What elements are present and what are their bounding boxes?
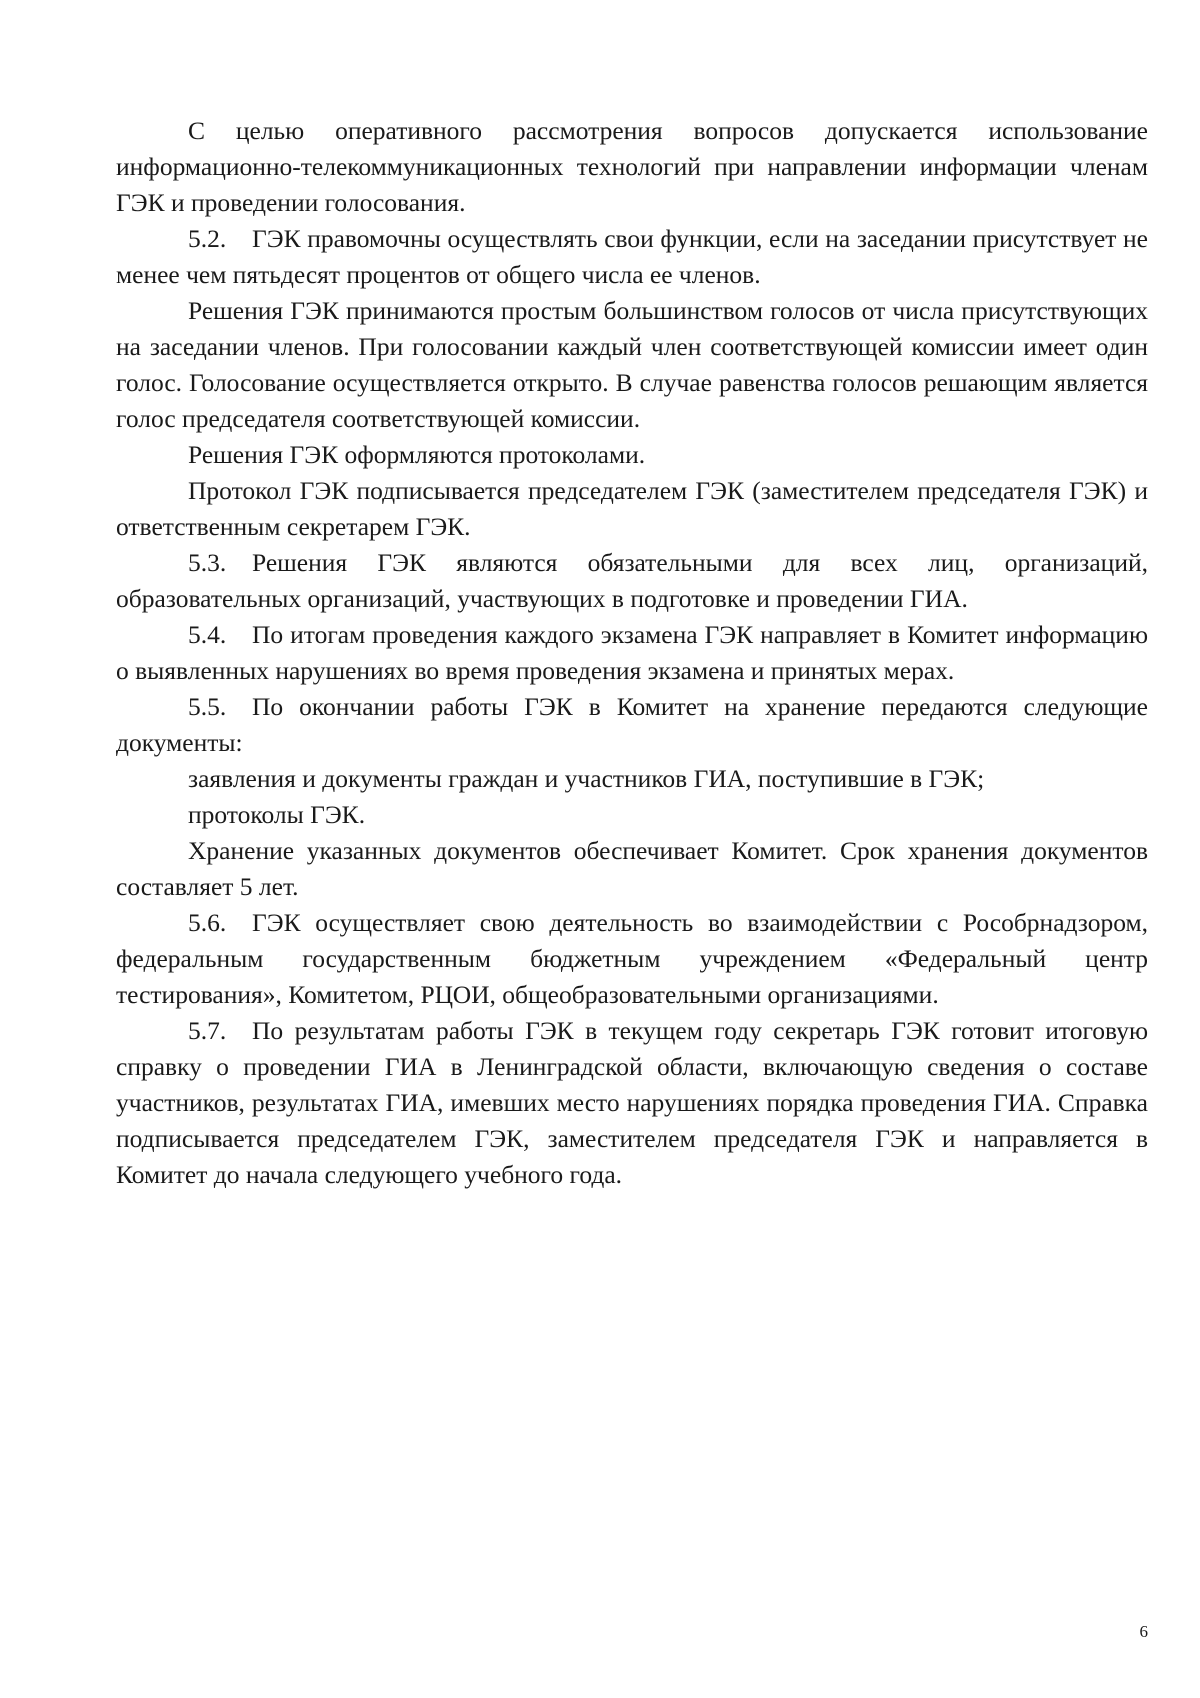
list-item-protocols xyxy=(116,797,1148,833)
paragraph-decisions xyxy=(116,293,1148,437)
section-number: 5.6. xyxy=(188,908,227,937)
section-number: 5.3. xyxy=(188,548,227,577)
paragraph-protocols xyxy=(116,437,1148,473)
paragraph-text: По окончании работы ГЭК в Комитет на хранение передаются следующие документы: xyxy=(116,692,1148,757)
page-number: 6 xyxy=(1139,1622,1148,1641)
document-body xyxy=(116,113,1148,1193)
paragraph-text: заявления и документы граждан и участников ГИА, поступившие в ГЭК; xyxy=(188,764,985,793)
paragraph-5-2 xyxy=(116,221,1148,293)
paragraph-text: Протокол ГЭК подписывается председателем ГЭК (заместителем председателя ГЭК) и ответственным секретарем ГЭК. xyxy=(116,476,1148,541)
list-item-applications xyxy=(116,761,1148,797)
paragraph-5-5 xyxy=(116,689,1148,761)
paragraph-5-4 xyxy=(116,617,1148,689)
paragraph-text: Решения ГЭК являются обязательными для всех лиц, организаций, образовательных организаций, участвующих в подготовке и проведении ГИА. xyxy=(116,548,1148,613)
paragraph-text: С целью оперативного рассмотрения вопросов допускается использование информационно-телекоммуникационных технологий при направлении информации членам ГЭК и проведении голосования. xyxy=(116,116,1148,217)
paragraph-text: ГЭК правомочны осуществлять свои функции, если на заседании присутствует не менее чем пятьдесят процентов от общего числа ее членов. xyxy=(116,224,1148,289)
paragraph-text: По итогам проведения каждого экзамена ГЭК направляет в Комитет информацию о выявленных нарушениях во время проведения экзамена и принятых мерах. xyxy=(116,620,1148,685)
section-number: 5.2. xyxy=(188,224,227,253)
paragraph-storage xyxy=(116,833,1148,905)
paragraph-text: протоколы ГЭК. xyxy=(188,800,366,829)
section-number: 5.4. xyxy=(188,620,227,649)
paragraph-5-6 xyxy=(116,905,1148,1013)
paragraph-text: Решения ГЭК оформляются протоколами. xyxy=(188,440,646,469)
paragraph-text: ГЭК осуществляет свою деятельность во взаимодействии с Рособрнадзором, федеральным государственным бюджетным учреждением «Федеральный центр тестирования», Комитетом, РЦОИ, общеобразовательными организациями. xyxy=(116,908,1148,1009)
paragraph-text: По результатам работы ГЭК в текущем году секретарь ГЭК готовит итоговую справку о проведении ГИА в Ленинградской области, включающую сведения о составе участников, результатах ГИА, имевших место нарушениях порядка проведения ГИА. Справка подписывается председателем ГЭК, заместителем председателя ГЭК и направляется в Комитет до начала следующего учебного года. xyxy=(116,1016,1148,1189)
section-number: 5.5. xyxy=(188,692,227,721)
section-number: 5.7. xyxy=(188,1016,227,1045)
paragraph-intro xyxy=(116,113,1148,221)
paragraph-text: Решения ГЭК принимаются простым большинством голосов от числа присутствующих на заседании членов. При голосовании каждый член соответствующей комиссии имеет один голос. Голосование осуществляется открыто. В случае равенства голосов решающим является голос председателя соответствующей комиссии. xyxy=(116,296,1148,433)
paragraph-5-3 xyxy=(116,545,1148,617)
paragraph-text: Хранение указанных документов обеспечивает Комитет. Срок хранения документов составляет 5 лет. xyxy=(116,836,1148,901)
paragraph-protocol-signing xyxy=(116,473,1148,545)
paragraph-5-7 xyxy=(116,1013,1148,1193)
